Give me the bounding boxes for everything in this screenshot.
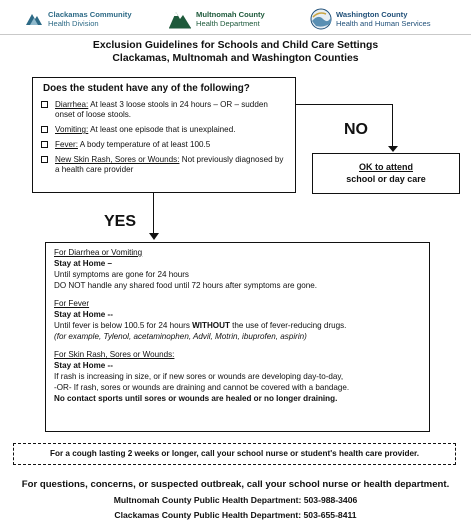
question-heading: Does the student have any of the following? xyxy=(43,83,250,94)
stay-home-guidance-box xyxy=(45,242,430,432)
checkbox-diarrhea[interactable] xyxy=(41,101,48,108)
guidance-text: If rash is increasing in size, or if new sores or wounds are developing day-to-day, xyxy=(54,372,344,381)
guidance-text: -OR- If rash, sores or wounds are draining and cannot be covered with a bandage. xyxy=(54,383,350,392)
multnomah-department: Health Department xyxy=(196,19,260,28)
checkbox-vomiting[interactable] xyxy=(41,126,48,133)
no-label: NO xyxy=(344,121,368,138)
clackamas-mountain-icon xyxy=(24,9,44,29)
guidance-heading: For Fever xyxy=(54,299,90,308)
no-connector-vertical xyxy=(392,104,393,146)
clackamas-logo xyxy=(24,4,132,34)
symptom-text: Not previously diagnosed by a health care provider xyxy=(55,155,284,174)
ok-to-attend-box xyxy=(312,153,460,194)
document-subtitle: Clackamas, Multnomah and Washington Counties xyxy=(112,53,359,64)
ok-to-attend-subtext: school or day care xyxy=(346,174,426,184)
guidance-heading: For Diarrhea or Vomiting xyxy=(54,248,143,257)
no-arrow-icon xyxy=(388,146,398,152)
symptom-item-vomiting xyxy=(41,125,289,135)
guidance-diarrhea-vomiting xyxy=(54,247,421,291)
guidance-text: Until fever is below 100.5 for 24 hours xyxy=(54,321,193,330)
guidance-fever xyxy=(54,298,421,342)
guidance-heading: For Skin Rash, Sores or Wounds: xyxy=(54,350,175,359)
clackamas-division: Health Division xyxy=(48,19,99,28)
header-divider xyxy=(0,34,471,35)
symptom-item-diarrhea xyxy=(41,100,289,120)
checkbox-rash[interactable] xyxy=(41,156,48,163)
contact-instructions: For questions, concerns, or suspected outbreak, call your school nurse or health department. xyxy=(21,479,450,490)
cough-note-text: For a cough lasting 2 weeks or longer, call your school nurse or student's health care provider. xyxy=(49,449,420,458)
symptom-item-fever xyxy=(41,140,289,150)
stay-at-home-label: Stay at Home -- xyxy=(54,361,113,370)
document-title: Exclusion Guidelines for Schools and Child Care Settings xyxy=(92,40,379,51)
stay-at-home-label: Stay at Home – xyxy=(54,259,113,268)
symptom-label: Diarrhea: xyxy=(55,100,89,109)
checkbox-fever[interactable] xyxy=(41,141,48,148)
guidance-text: DO NOT handle any shared food until 72 hours after symptoms are gone. xyxy=(54,281,318,290)
ok-to-attend-text: OK to attend xyxy=(359,162,413,172)
guidance-skin-rash xyxy=(54,349,421,404)
washington-circle-icon xyxy=(310,8,332,30)
clackamas-phone: Clackamas County Public Health Department: 503-655-8411 xyxy=(114,510,357,520)
yes-connector xyxy=(153,193,154,233)
symptom-text: A body temperature of at least 100.5 xyxy=(77,140,211,149)
multnomah-name: Multnomah County xyxy=(196,10,265,19)
guidance-text: the use of fever-reducing drugs. xyxy=(229,321,347,330)
cough-note-box xyxy=(13,443,456,465)
guidance-emphasis: WITHOUT xyxy=(192,321,230,330)
yes-arrow-icon xyxy=(149,233,159,240)
washington-name: Washington County xyxy=(336,10,408,19)
symptom-text: At least 3 loose stools in 24 hours – OR – sudden onset of loose stools. xyxy=(55,100,268,119)
contact-sports-note: No contact sports until sores or wounds are healed or no longer draining. xyxy=(54,394,338,403)
symptom-label: New Skin Rash, Sores or Wounds: xyxy=(55,155,180,164)
symptom-label: Fever: xyxy=(55,140,78,149)
stay-at-home-label: Stay at Home -- xyxy=(54,310,113,319)
multnomah-mountain-icon xyxy=(168,8,192,30)
yes-label: YES xyxy=(104,213,137,230)
medication-examples: (for example, Tylenol, acetaminophen, Advil, Motrin, ibuprofen, aspirin) xyxy=(54,332,307,341)
symptom-question-box xyxy=(32,77,296,193)
no-connector-horizontal xyxy=(296,104,393,105)
multnomah-logo xyxy=(168,4,265,34)
symptom-item-rash xyxy=(41,155,289,175)
washington-logo xyxy=(310,4,431,34)
symptom-text: At least one episode that is unexplained. xyxy=(88,125,236,134)
multnomah-phone: Multnomah County Public Health Department: 503-988-3406 xyxy=(113,495,358,505)
clackamas-name: Clackamas Community xyxy=(48,10,132,19)
guidance-text: Until symptoms are gone for 24 hours xyxy=(54,270,189,279)
washington-department: Health and Human Services xyxy=(336,19,431,28)
symptom-label: Vomiting: xyxy=(55,125,89,134)
